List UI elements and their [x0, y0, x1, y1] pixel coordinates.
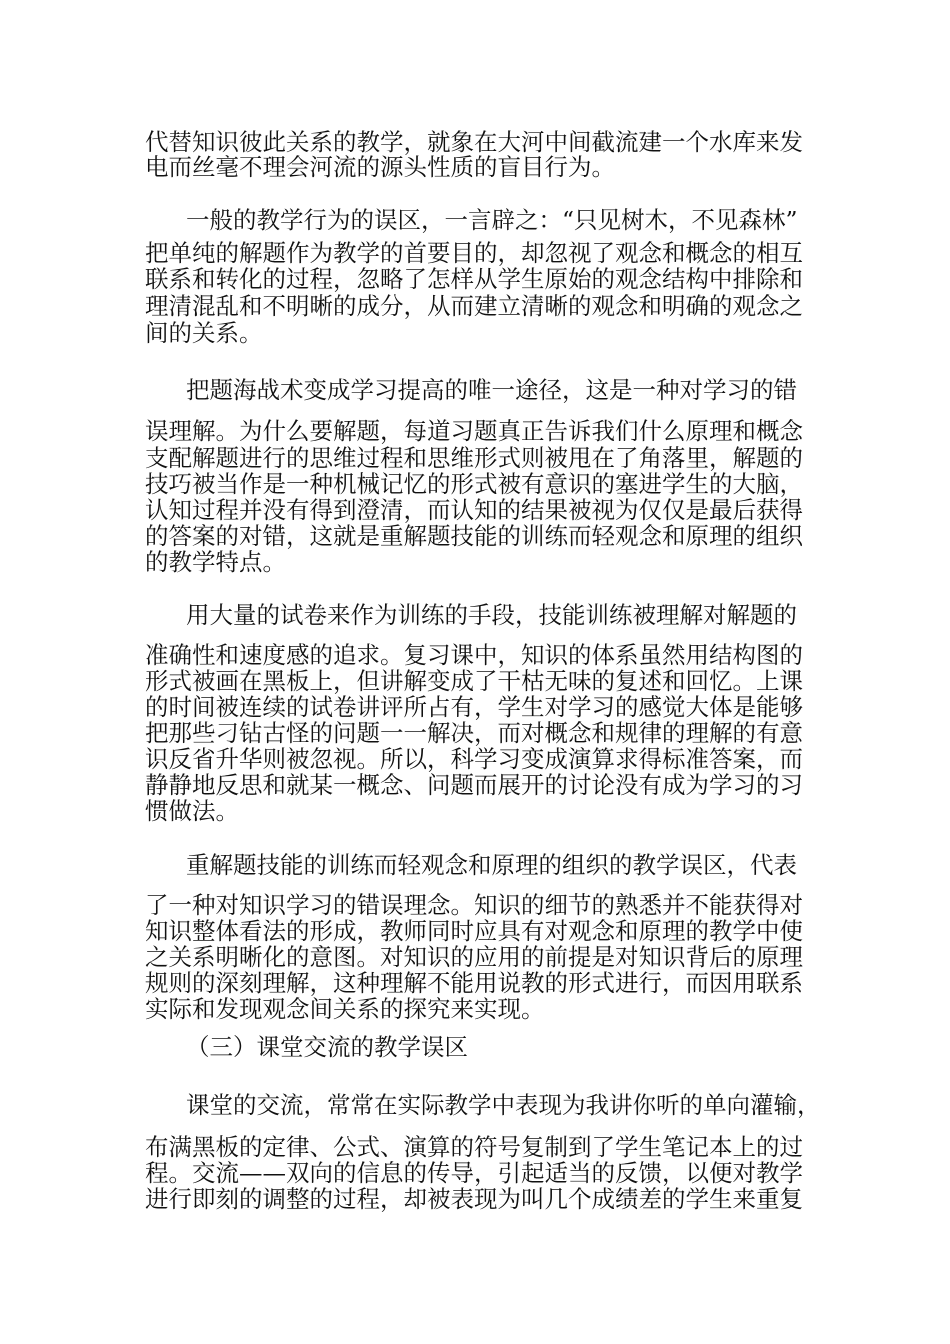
text-line: 惯做法。 — [145, 797, 239, 825]
text-line: 支配解题进行的思维过程和思维形式则被甩在了角落里，解题的 — [145, 444, 803, 472]
text-line: 了一种对知识学习的错误理念。知识的细节的熟悉并不能获得对 — [145, 891, 803, 919]
text-line: 程。交流——双向的信息的传导，引起适当的反馈，以便对教学 — [145, 1159, 803, 1187]
text-line: 知识整体看法的形成，教师同时应具有对观念和原理的教学中使 — [145, 917, 803, 945]
text-line: 电而丝毫不理会河流的源头性质的盲目行为。 — [145, 153, 615, 181]
text-line: 识反省升华则被忽视。所以，科学习变成演算求得标准答案，而 — [145, 745, 803, 773]
text-line: 认知过程并没有得到澄清，而认知的结果被视为仅仅是最后获得 — [145, 496, 803, 524]
text-line: 技巧被当作是一种机械记忆的形式被有意识的塞进学生的大脑， — [145, 470, 803, 498]
text-line: 代替知识彼此关系的教学，就象在大河中间截流建一个水库来发 — [145, 128, 803, 156]
text-line: 用大量的试卷来作为训练的手段，技能训练被理解对解题的 — [186, 601, 797, 629]
text-line: 把单纯的解题作为教学的首要目的，却忽视了观念和概念的相互 — [145, 239, 803, 267]
text-line: 联系和转化的过程，忽略了怎样从学生原始的观念结构中排除和 — [145, 265, 803, 293]
text-line: 规则的深刻理解，这种理解不能用说教的形式进行，而因用联系 — [145, 969, 803, 997]
text-line: 理清混乱和不明晰的成分，从而建立清晰的观念和明确的观念之 — [145, 292, 803, 320]
text-line: 形式被画在黑板上，但讲解变成了干枯无味的复述和回忆。上课 — [145, 667, 803, 695]
text-line: 进行即刻的调整的过程，却被表现为叫几个成绩差的学生来重复 — [145, 1185, 803, 1213]
text-line: 实际和发现观念间关系的探究来实现。 — [145, 995, 545, 1023]
text-line: 的答案的对错，这就是重解题技能的训练而轻观念和原理的组织 — [145, 522, 803, 550]
text-line: 把那些刁钻古怪的问题一一解决，而对概念和规律的理解的有意 — [145, 719, 803, 747]
section-heading: （三）课堂交流的教学误区 — [186, 1033, 468, 1061]
text-line: 间的关系。 — [145, 319, 263, 347]
text-line: 的时间被连续的试卷讲评所占有，学生对学习的感觉大体是能够 — [145, 693, 803, 721]
text-line: 布满黑板的定律、公式、演算的符号复制到了学生笔记本上的过 — [145, 1133, 803, 1161]
text-line: 静静地反思和就某一概念、问题而展开的讨论没有成为学习的习 — [145, 771, 803, 799]
text-line: 误理解。为什么要解题，每道习题真正告诉我们什么原理和概念 — [145, 417, 803, 445]
text-line: 重解题技能的训练而轻观念和原理的组织的教学误区，代表 — [186, 851, 797, 879]
text-line: 之关系明晰化的意图。对知识的应用的前提是对知识背后的原理 — [145, 943, 803, 971]
text-line: 一般的教学行为的误区，一言辟之：“只见树木，不见森林” — [186, 206, 798, 234]
text-line: 准确性和速度感的追求。复习课中，知识的体系虽然用结构图的 — [145, 641, 803, 669]
text-line: 的教学特点。 — [145, 548, 286, 576]
text-line: 课堂的交流，常常在实际教学中表现为我讲你听的单向灌输， — [186, 1091, 821, 1119]
text-line: 把题海战术变成学习提高的唯一途径，这是一种对学习的错 — [186, 376, 797, 404]
